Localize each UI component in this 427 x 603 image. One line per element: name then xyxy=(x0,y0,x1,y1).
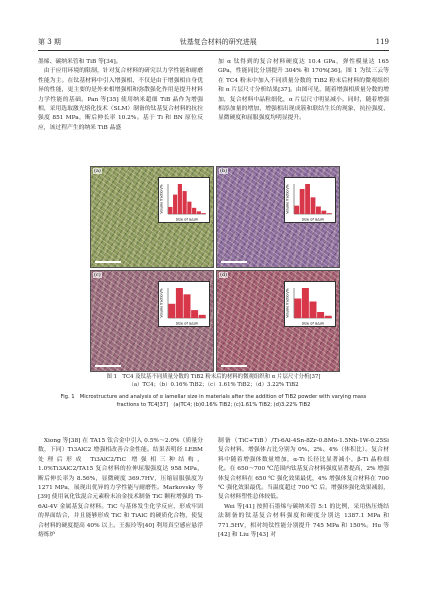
scale-bar xyxy=(221,261,247,263)
panel-label: (b) xyxy=(220,168,228,174)
caption-line: （a）TC4；（b）0.16% TiB2；（c）1.61% TiB2；（d）3.22% TiB2 xyxy=(128,381,299,388)
histogram-bar xyxy=(302,288,309,318)
journal-section-title: 钛基复合材料的研究进展 xyxy=(179,38,257,46)
histogram-y-label: Volume fraction/% xyxy=(285,288,290,318)
histogram-x-label: Size of α/μm xyxy=(175,217,199,222)
histogram-bar xyxy=(321,211,326,214)
histogram-bar xyxy=(183,191,187,214)
paragraph: Wei 等[41] 按照石墨烯与碳纳米管 5:1 的比例，采用热压烧结法制备的钛基复合材料强度和硬度分别达 1387.1 MPa 和 771.5HV，相对纯钛性能分别提升 745 MPa 和 150%。Hu 等[42] 和 Liu 等[43] 对 xyxy=(218,503,389,539)
running-header xyxy=(38,36,389,48)
histogram-bar xyxy=(199,315,206,318)
paragraph: 加 α 钛得到的复合材料硬度达 10.4 GPa，弹性模量达 165 GPa，性能同比分别提升 304% 和 170%[36]。图 1 为钛三云等在 TC4 粉末中加入不同质量分数的 TiB2 粉末后材料的微观组织和 α 片层尺寸分析结果[37]。由图可见，随着增强相质量分数的增加，复合材料中晶粒细化，α 片层尺寸明显减小。同时，随着增强相添加量的增加，增强相出现成簇和联结生长的现象，抗拉强度、显微硬度和屈服强度均明显提升。 xyxy=(218,59,389,122)
histogram-bar xyxy=(305,184,310,214)
figure-caption-english xyxy=(40,394,387,409)
volume-fraction-histogram xyxy=(284,281,336,327)
left-column-top xyxy=(38,58,203,133)
figure-caption-chinese xyxy=(40,374,387,389)
histogram-bar xyxy=(300,189,305,214)
histogram-bar xyxy=(294,206,299,214)
figure-1 xyxy=(90,166,338,370)
left-column-bottom xyxy=(38,437,203,540)
caption-line: 图 1 TC4 及钛基不同质量分数的 TiB2 粉末后的材料的微观组织和 α 片层尺寸分析[37] xyxy=(106,374,321,380)
histogram-bar xyxy=(202,213,206,214)
micrograph-panel-d xyxy=(216,270,340,372)
volume-fraction-histogram xyxy=(284,177,336,223)
micrograph-panel-a xyxy=(90,166,214,268)
histogram-bar xyxy=(327,213,332,214)
histogram-bar xyxy=(168,304,175,318)
right-column-bottom xyxy=(218,437,389,540)
histogram-bar xyxy=(192,208,196,214)
histogram-y-label: Volume fraction/% xyxy=(159,288,164,318)
volume-fraction-histogram xyxy=(158,177,210,223)
page-number: 119 xyxy=(375,38,389,46)
histogram-bar xyxy=(310,302,317,319)
histogram-bar xyxy=(176,288,183,318)
micrograph-panel-b xyxy=(216,166,340,268)
histogram-bar xyxy=(317,312,324,318)
header-rule xyxy=(38,50,389,51)
paragraph: 墨烯、碳纳米管和 TiB 等[34]。 xyxy=(38,59,122,65)
micrograph-panel-c xyxy=(90,270,214,372)
caption-line: fractions to TC4[37] (a)TC4; (b)0.16% TiB2; (c)1.61% TiB2; (d)3.22% TiB2 xyxy=(116,401,311,408)
panel-label: (c) xyxy=(94,272,101,278)
paragraph: Xiong 等[38] 在 TA15 钛合金中引入 0.5%～2.0%（质量分数，下同）Ti3AlC2 增强相改善合金性能。结果表明经 LEBM 处理后形成 Ti3AlC2/TiC 增强相三种结构，1.0%Ti3AlC2/TA15 复合材料的拉伸屈服强度达 958 MPa，断后伸长率为 8.56%，显微硬度 369.7HV，压缩屈服强度为 1271 MPa，展现出优异的力学性能与耐磨性。Markovsky 等[39] 使用氧化钛混合元素粉末冶金技术制备 TiC 颗粒增强的 Ti-6Al-4V 金属基复合材料。TiC 与基体发生化学反应，形成牢固的界面结合，并且能够形成 TiC 和 TiAlC 的硬质化合物，使复合材料的硬度提高 40% 以上。王振玲等[40] 利用真空感应悬浮熔炼炉 xyxy=(38,438,203,539)
histogram-bar xyxy=(187,202,191,214)
histogram-bar xyxy=(316,207,321,215)
panel-label: (a) xyxy=(94,168,101,174)
histogram-bar xyxy=(173,195,177,214)
issue-number: 第 3 期 xyxy=(38,38,61,46)
histogram-y-label: Volume fraction/% xyxy=(159,184,164,214)
histogram-bar xyxy=(197,211,201,214)
histogram-bar xyxy=(178,184,182,214)
histogram-x-label: Size of α/μm xyxy=(175,321,199,326)
histogram-bar xyxy=(184,294,191,318)
right-column-top xyxy=(218,58,389,124)
histogram-bar xyxy=(168,207,172,214)
panel-label: (d) xyxy=(220,272,228,278)
histogram-x-label: Size of α/μm xyxy=(301,321,325,326)
volume-fraction-histogram xyxy=(158,281,210,327)
paragraph: 制备（TiC+TiB）/Ti-6Al-4Sn-8Zr-0.8Mo-1.5Nb-1W-0.25Si 复合材料，增强体占比分别为 0%、2%、4%（体积比）。复合材料中随着增强体数量增加，α-Ti 长径比显著减小，β-Ti 晶粒细化。在 650～700 ℃范围内钛基复合材料强度显著提高，2% 增强体复合材料在 650 ℃ 强化效果最优，4% 增强体复合材料在 700 ℃ 强化效果最优。当温度超过 700 ℃ 后，增强体强化效果减弱，复合材料塑性总体较低。 xyxy=(218,438,389,501)
histogram-y-label: Volume fraction/% xyxy=(285,184,290,214)
scale-bar xyxy=(95,261,121,263)
histogram-x-label: Size of α/μm xyxy=(301,217,325,222)
paragraph: 由于应用环境的限制，针对复合材料的研究以力学性能和耐磨性能为主。在钛基材料中引入增强相，不仅是由于增强相自身优异的性能，更主要的是外来相增强相和弥散强化作用是提升材料力学性能的基础。Pan 等[35] 使用纳米超细 TiB 晶作为增强相，采用选取激光熔化技术（SLM）制备的钛基复合材料的抗拉强度 851 MPa，断后伸长率 10.2%。基于 Ti 和 BN 原位反应，该过程产生的纳米 TiB 晶盛 xyxy=(38,68,203,131)
scale-bar xyxy=(221,365,247,367)
caption-line: Fig. 1 Microstructure and analysis of α lamellar size in materials after the addition of TiB2 powder with varying mass xyxy=(60,394,367,400)
histogram-bar xyxy=(191,310,198,318)
histogram-bar xyxy=(311,197,316,214)
scale-bar xyxy=(95,365,121,367)
histogram-bar xyxy=(294,299,301,319)
histogram-bar xyxy=(325,316,332,318)
